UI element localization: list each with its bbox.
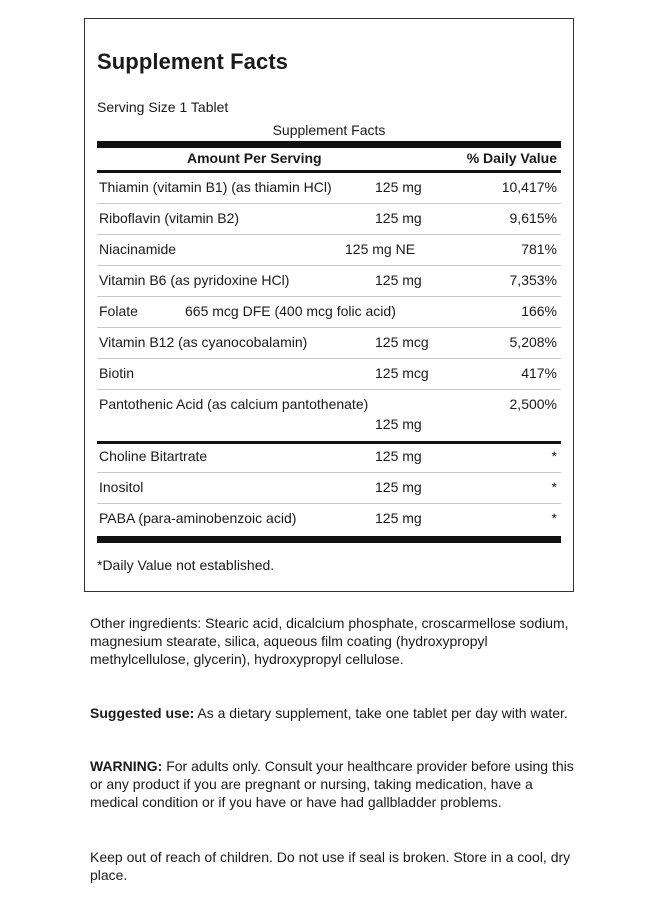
nutrient-row bbox=[97, 396, 561, 440]
nutrient-amount: 665 mcg DFE (400 mcg folic acid) bbox=[185, 303, 396, 319]
panel-subtitle: Supplement Facts bbox=[272, 122, 386, 138]
panel-title: Supplement Facts bbox=[97, 49, 289, 74]
header-divider-bar bbox=[97, 170, 561, 173]
top-divider-bar bbox=[97, 141, 561, 148]
nutrient-name: PABA (para-aminobenzoic acid) bbox=[99, 510, 297, 526]
amount-header: Amount Per Serving bbox=[187, 150, 322, 166]
section-divider-bar bbox=[97, 441, 561, 444]
nutrient-name: Folate bbox=[99, 303, 138, 319]
nutrient-dv: 2,500% bbox=[509, 396, 557, 412]
nutrient-name: Choline Bitartrate bbox=[99, 448, 208, 464]
nutrient-row bbox=[97, 510, 561, 534]
suggested-use-label: Suggested use: bbox=[90, 705, 195, 721]
warning bbox=[90, 757, 580, 811]
nutrient-name: Biotin bbox=[99, 365, 135, 381]
nutrient-row bbox=[97, 365, 561, 390]
nutrient-name: Vitamin B6 (as pyridoxine HCl) bbox=[99, 272, 290, 288]
nutrient-row bbox=[97, 303, 561, 328]
nutrient-name: Riboflavin (vitamin B2) bbox=[99, 210, 240, 226]
nutrient-amount: 125 mg bbox=[375, 416, 422, 432]
nutrient-amount: 125 mg bbox=[375, 179, 422, 195]
warning-label: WARNING: bbox=[90, 758, 163, 774]
nutrient-row bbox=[97, 272, 561, 297]
nutrient-amount: 125 mg bbox=[375, 448, 422, 464]
storage-note: Keep out of reach of children. Do not use if seal is broken. Store in a cool, dry place. bbox=[90, 849, 571, 883]
nutrient-dv: 10,417% bbox=[501, 179, 557, 195]
bottom-divider-bar bbox=[97, 536, 561, 543]
footnote: *Daily Value not established. bbox=[97, 557, 275, 573]
nutrient-amount: 125 mg bbox=[375, 479, 422, 495]
nutrient-row bbox=[97, 334, 561, 359]
nutrient-amount: 125 mg bbox=[375, 510, 422, 526]
column-header bbox=[97, 150, 561, 170]
serving-size: Serving Size 1 Tablet bbox=[97, 99, 229, 115]
warning-text: For adults only. Consult your healthcare provider before using this or any product if you are pregnant or nursing, taking medication, have a medical condition or if you have or have had gallbladder problems. bbox=[90, 758, 574, 810]
supplement-facts-panel bbox=[84, 18, 574, 592]
nutrient-dv: 166% bbox=[521, 303, 557, 319]
suggested-use bbox=[90, 704, 580, 722]
nutrient-dv: 781% bbox=[521, 241, 557, 257]
nutrient-name: Pantothenic Acid (as calcium pantothenate) bbox=[99, 396, 369, 412]
nutrient-dv: 5,208% bbox=[509, 334, 557, 350]
nutrient-name: Niacinamide bbox=[99, 241, 177, 257]
nutrient-dv: * bbox=[551, 448, 557, 464]
nutrient-dv: 417% bbox=[521, 365, 557, 381]
nutrient-dv: 9,615% bbox=[509, 210, 557, 226]
nutrient-row bbox=[97, 241, 561, 266]
nutrient-name: Vitamin B12 (as cyanocobalamin) bbox=[99, 334, 308, 350]
nutrient-row bbox=[97, 179, 561, 204]
nutrient-row bbox=[97, 210, 561, 235]
nutrient-dv: 7,353% bbox=[509, 272, 557, 288]
nutrient-dv: * bbox=[551, 479, 557, 495]
nutrient-name: Inositol bbox=[99, 479, 144, 495]
nutrient-dv: * bbox=[551, 510, 557, 526]
other-ingredients: Other ingredients: Stearic acid, dicalcium phosphate, croscarmellose sodium, magnesium stearate, silica, aqueous film coating (hydroxypropyl methylcellulose, glycerin), hydroxypropyl cellulose. bbox=[90, 615, 569, 667]
nutrient-amount: 125 mg bbox=[375, 210, 422, 226]
dv-header: % Daily Value bbox=[466, 150, 557, 166]
nutrient-amount: 125 mcg bbox=[375, 334, 429, 350]
nutrient-row bbox=[97, 448, 561, 473]
nutrient-amount: 125 mg NE bbox=[345, 241, 416, 257]
nutrient-name: Thiamin (vitamin B1) (as thiamin HCl) bbox=[99, 179, 332, 195]
nutrient-row bbox=[97, 479, 561, 504]
nutrient-amount: 125 mcg bbox=[375, 365, 429, 381]
suggested-use-text: As a dietary supplement, take one tablet per day with water. bbox=[197, 705, 568, 721]
nutrient-amount: 125 mg bbox=[375, 272, 422, 288]
